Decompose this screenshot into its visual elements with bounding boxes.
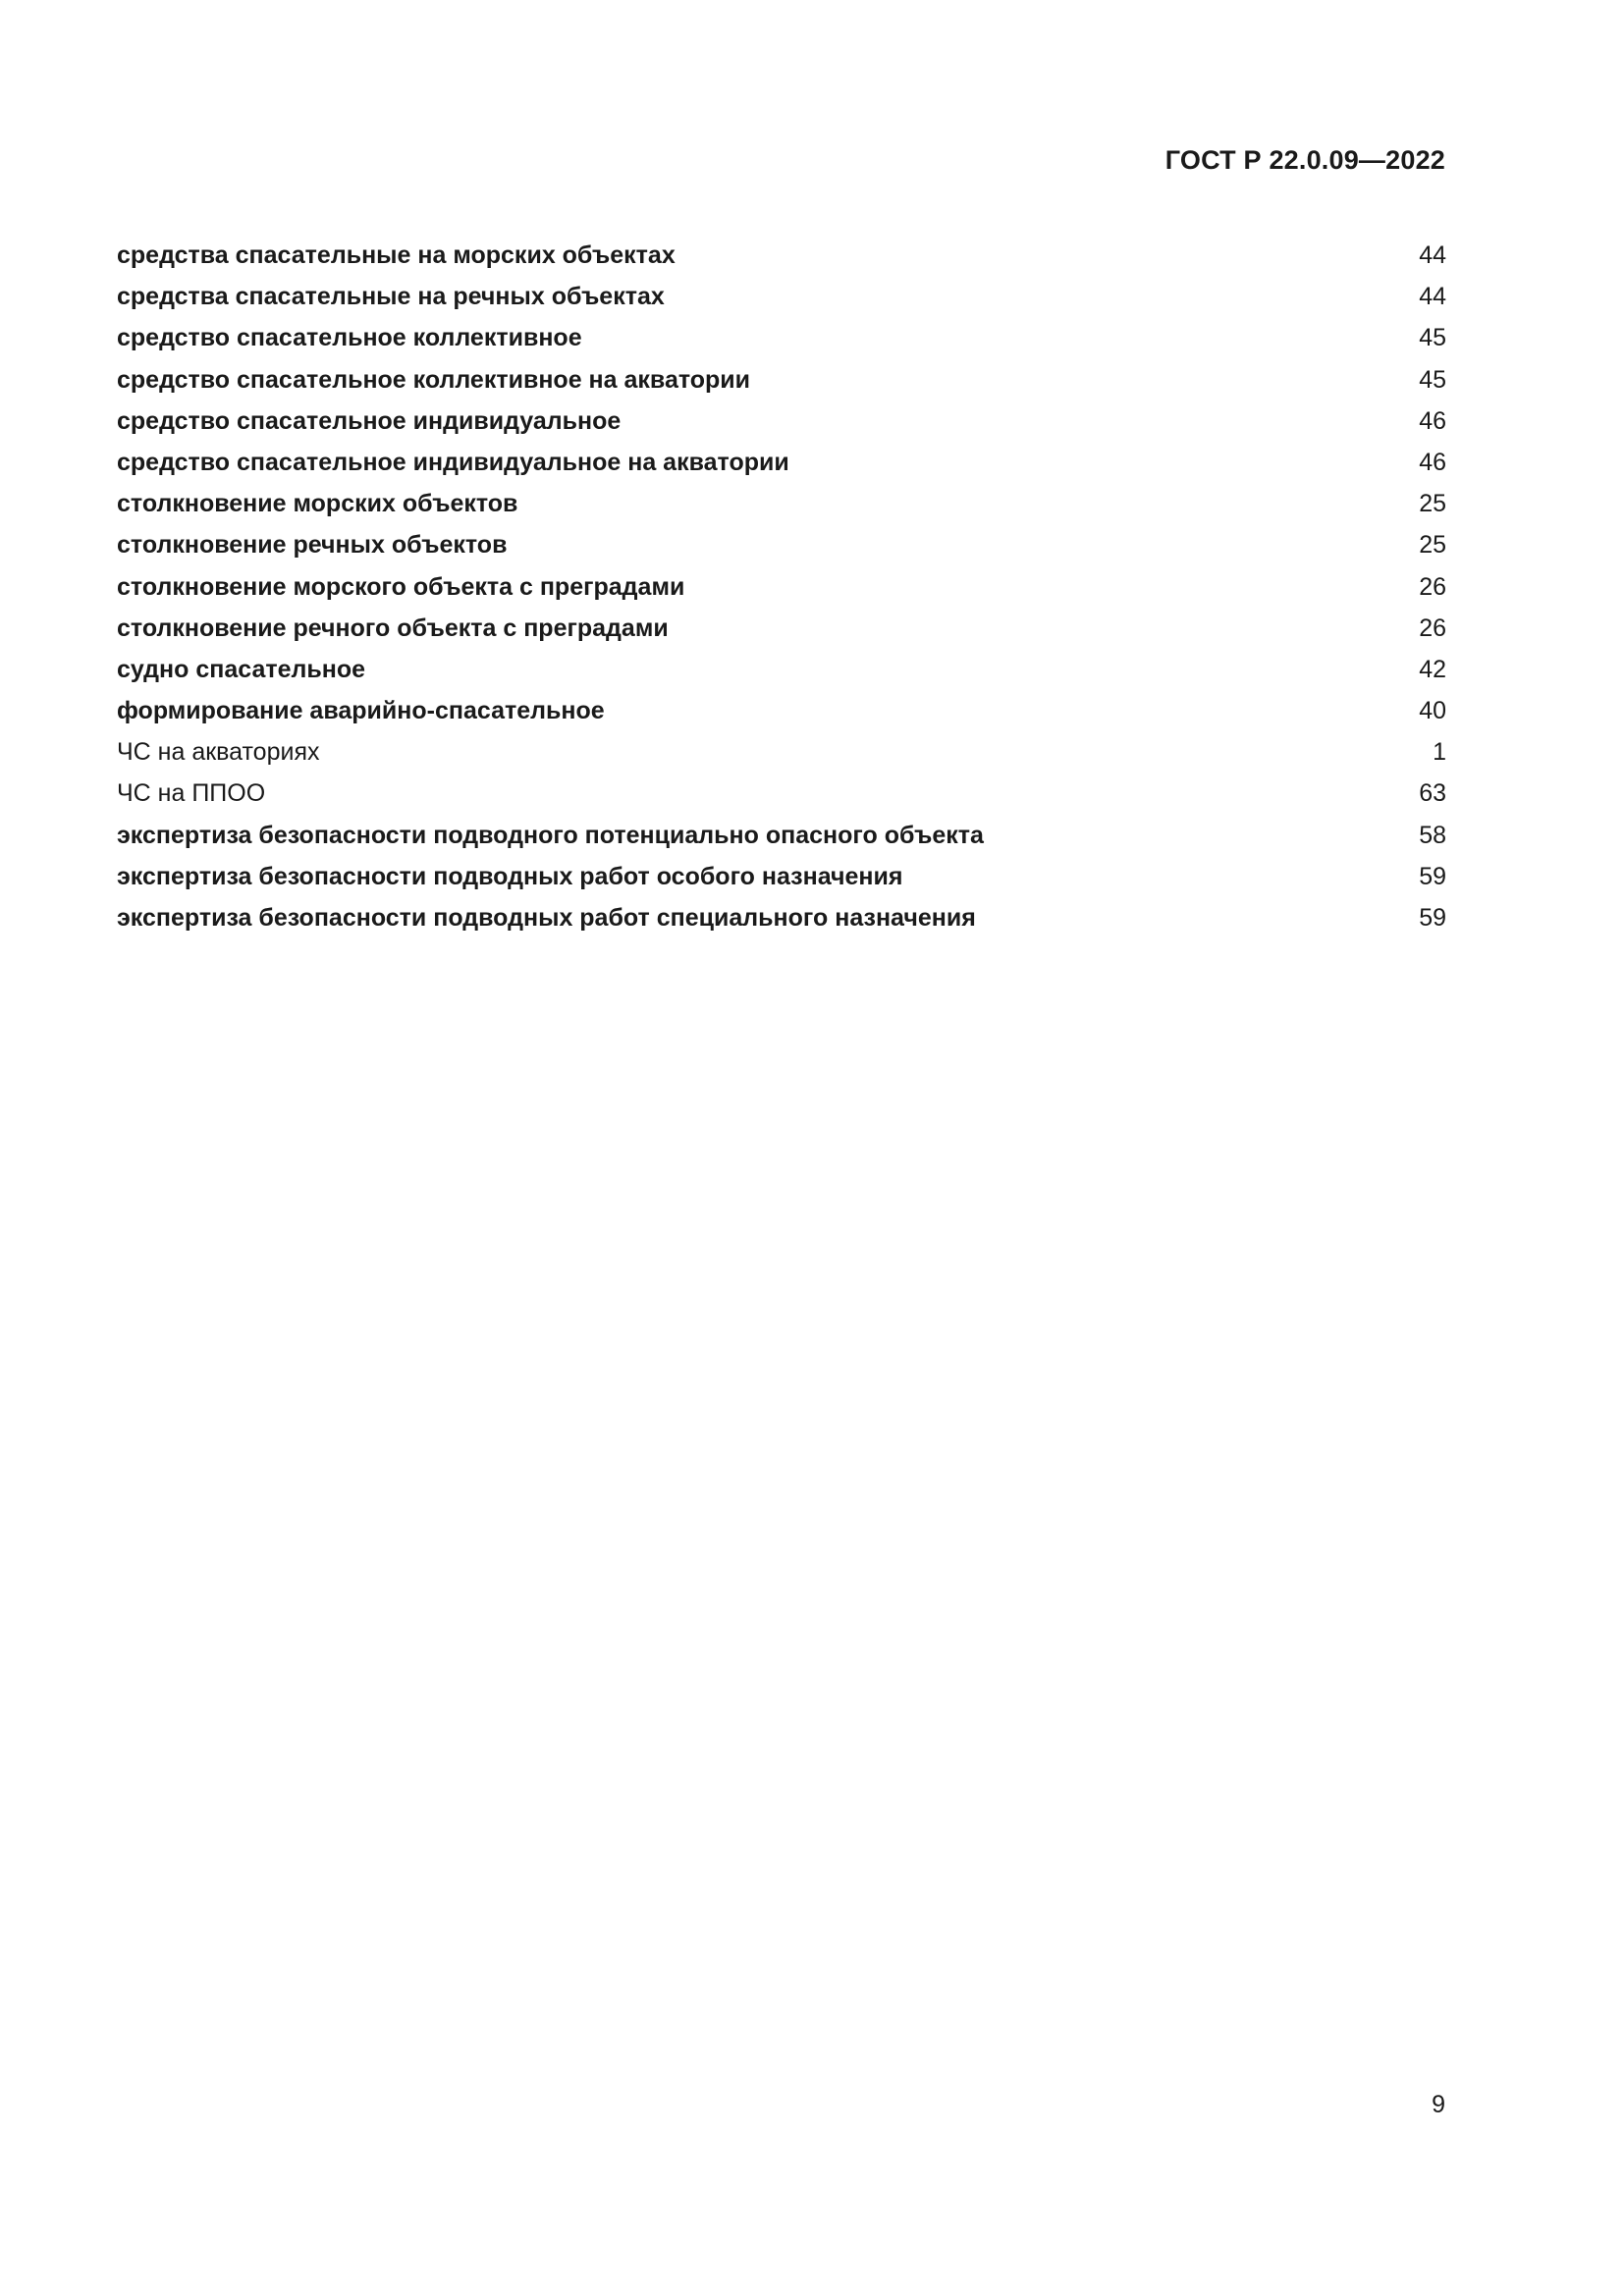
- index-page-ref: 58: [1419, 821, 1446, 849]
- index-page-ref: 40: [1419, 697, 1446, 725]
- index-term: столкновение морского объекта с преградами: [117, 572, 685, 601]
- index-term: ЧС на акваториях: [117, 738, 320, 767]
- document-code-header: ГОСТ Р 22.0.09—2022: [1164, 145, 1445, 175]
- index-page-ref: 42: [1419, 655, 1446, 683]
- index-entry: [117, 447, 1446, 488]
- index-entry: [117, 777, 1446, 819]
- index-entry: [117, 405, 1446, 447]
- page-number: 9: [1432, 2091, 1445, 2118]
- index-entry: [117, 322, 1446, 363]
- index-entry: [117, 364, 1446, 405]
- subject-index-list: [117, 240, 1446, 943]
- index-term: средство спасательное коллективное на акватории: [117, 365, 751, 394]
- index-page-ref: 46: [1419, 406, 1446, 435]
- index-entry: [117, 736, 1446, 777]
- index-entry: [117, 281, 1446, 322]
- index-entry: [117, 529, 1446, 570]
- index-page-ref: 59: [1419, 862, 1446, 890]
- index-page-ref: 63: [1419, 779, 1446, 808]
- index-page-ref: 44: [1419, 241, 1446, 269]
- index-term: столкновение морских объектов: [117, 490, 518, 518]
- index-page-ref: 46: [1419, 448, 1446, 476]
- index-entry: [117, 861, 1446, 902]
- index-page-ref: 25: [1419, 531, 1446, 560]
- index-term: средство спасательное коллективное: [117, 324, 582, 352]
- index-page-ref: 45: [1419, 365, 1446, 394]
- index-page-ref: 26: [1419, 614, 1446, 642]
- index-term: судно спасательное: [117, 655, 366, 683]
- index-term: столкновение речного объекта с преградами: [117, 614, 669, 642]
- index-entry: [117, 488, 1446, 529]
- index-page-ref: 59: [1419, 904, 1446, 932]
- index-term: средства спасательные на речных объектах: [117, 283, 665, 311]
- index-page-ref: 45: [1419, 324, 1446, 352]
- index-term: средство спасательное индивидуальное на акватории: [117, 448, 789, 476]
- index-term: столкновение речных объектов: [117, 531, 508, 560]
- index-page-ref: 1: [1433, 738, 1446, 767]
- index-page-ref: 26: [1419, 572, 1446, 601]
- index-entry: [117, 613, 1446, 654]
- index-entry: [117, 571, 1446, 613]
- index-entry: [117, 695, 1446, 736]
- index-entry: [117, 820, 1446, 861]
- index-term: экспертиза безопасности подводных работ специального назначения: [117, 904, 976, 932]
- index-term: ЧС на ППОО: [117, 779, 266, 808]
- index-entry: [117, 240, 1446, 281]
- index-term: средство спасательное индивидуальное: [117, 406, 622, 435]
- index-term: формирование аварийно-спасательное: [117, 697, 605, 725]
- index-term: экспертиза безопасности подводного потенциально опасного объекта: [117, 821, 984, 849]
- index-term: экспертиза безопасности подводных работ особого назначения: [117, 862, 903, 890]
- index-term: средства спасательные на морских объектах: [117, 241, 676, 269]
- index-entry: [117, 654, 1446, 695]
- index-entry: [117, 902, 1446, 943]
- index-page-ref: 44: [1419, 283, 1446, 311]
- index-page-ref: 25: [1419, 490, 1446, 518]
